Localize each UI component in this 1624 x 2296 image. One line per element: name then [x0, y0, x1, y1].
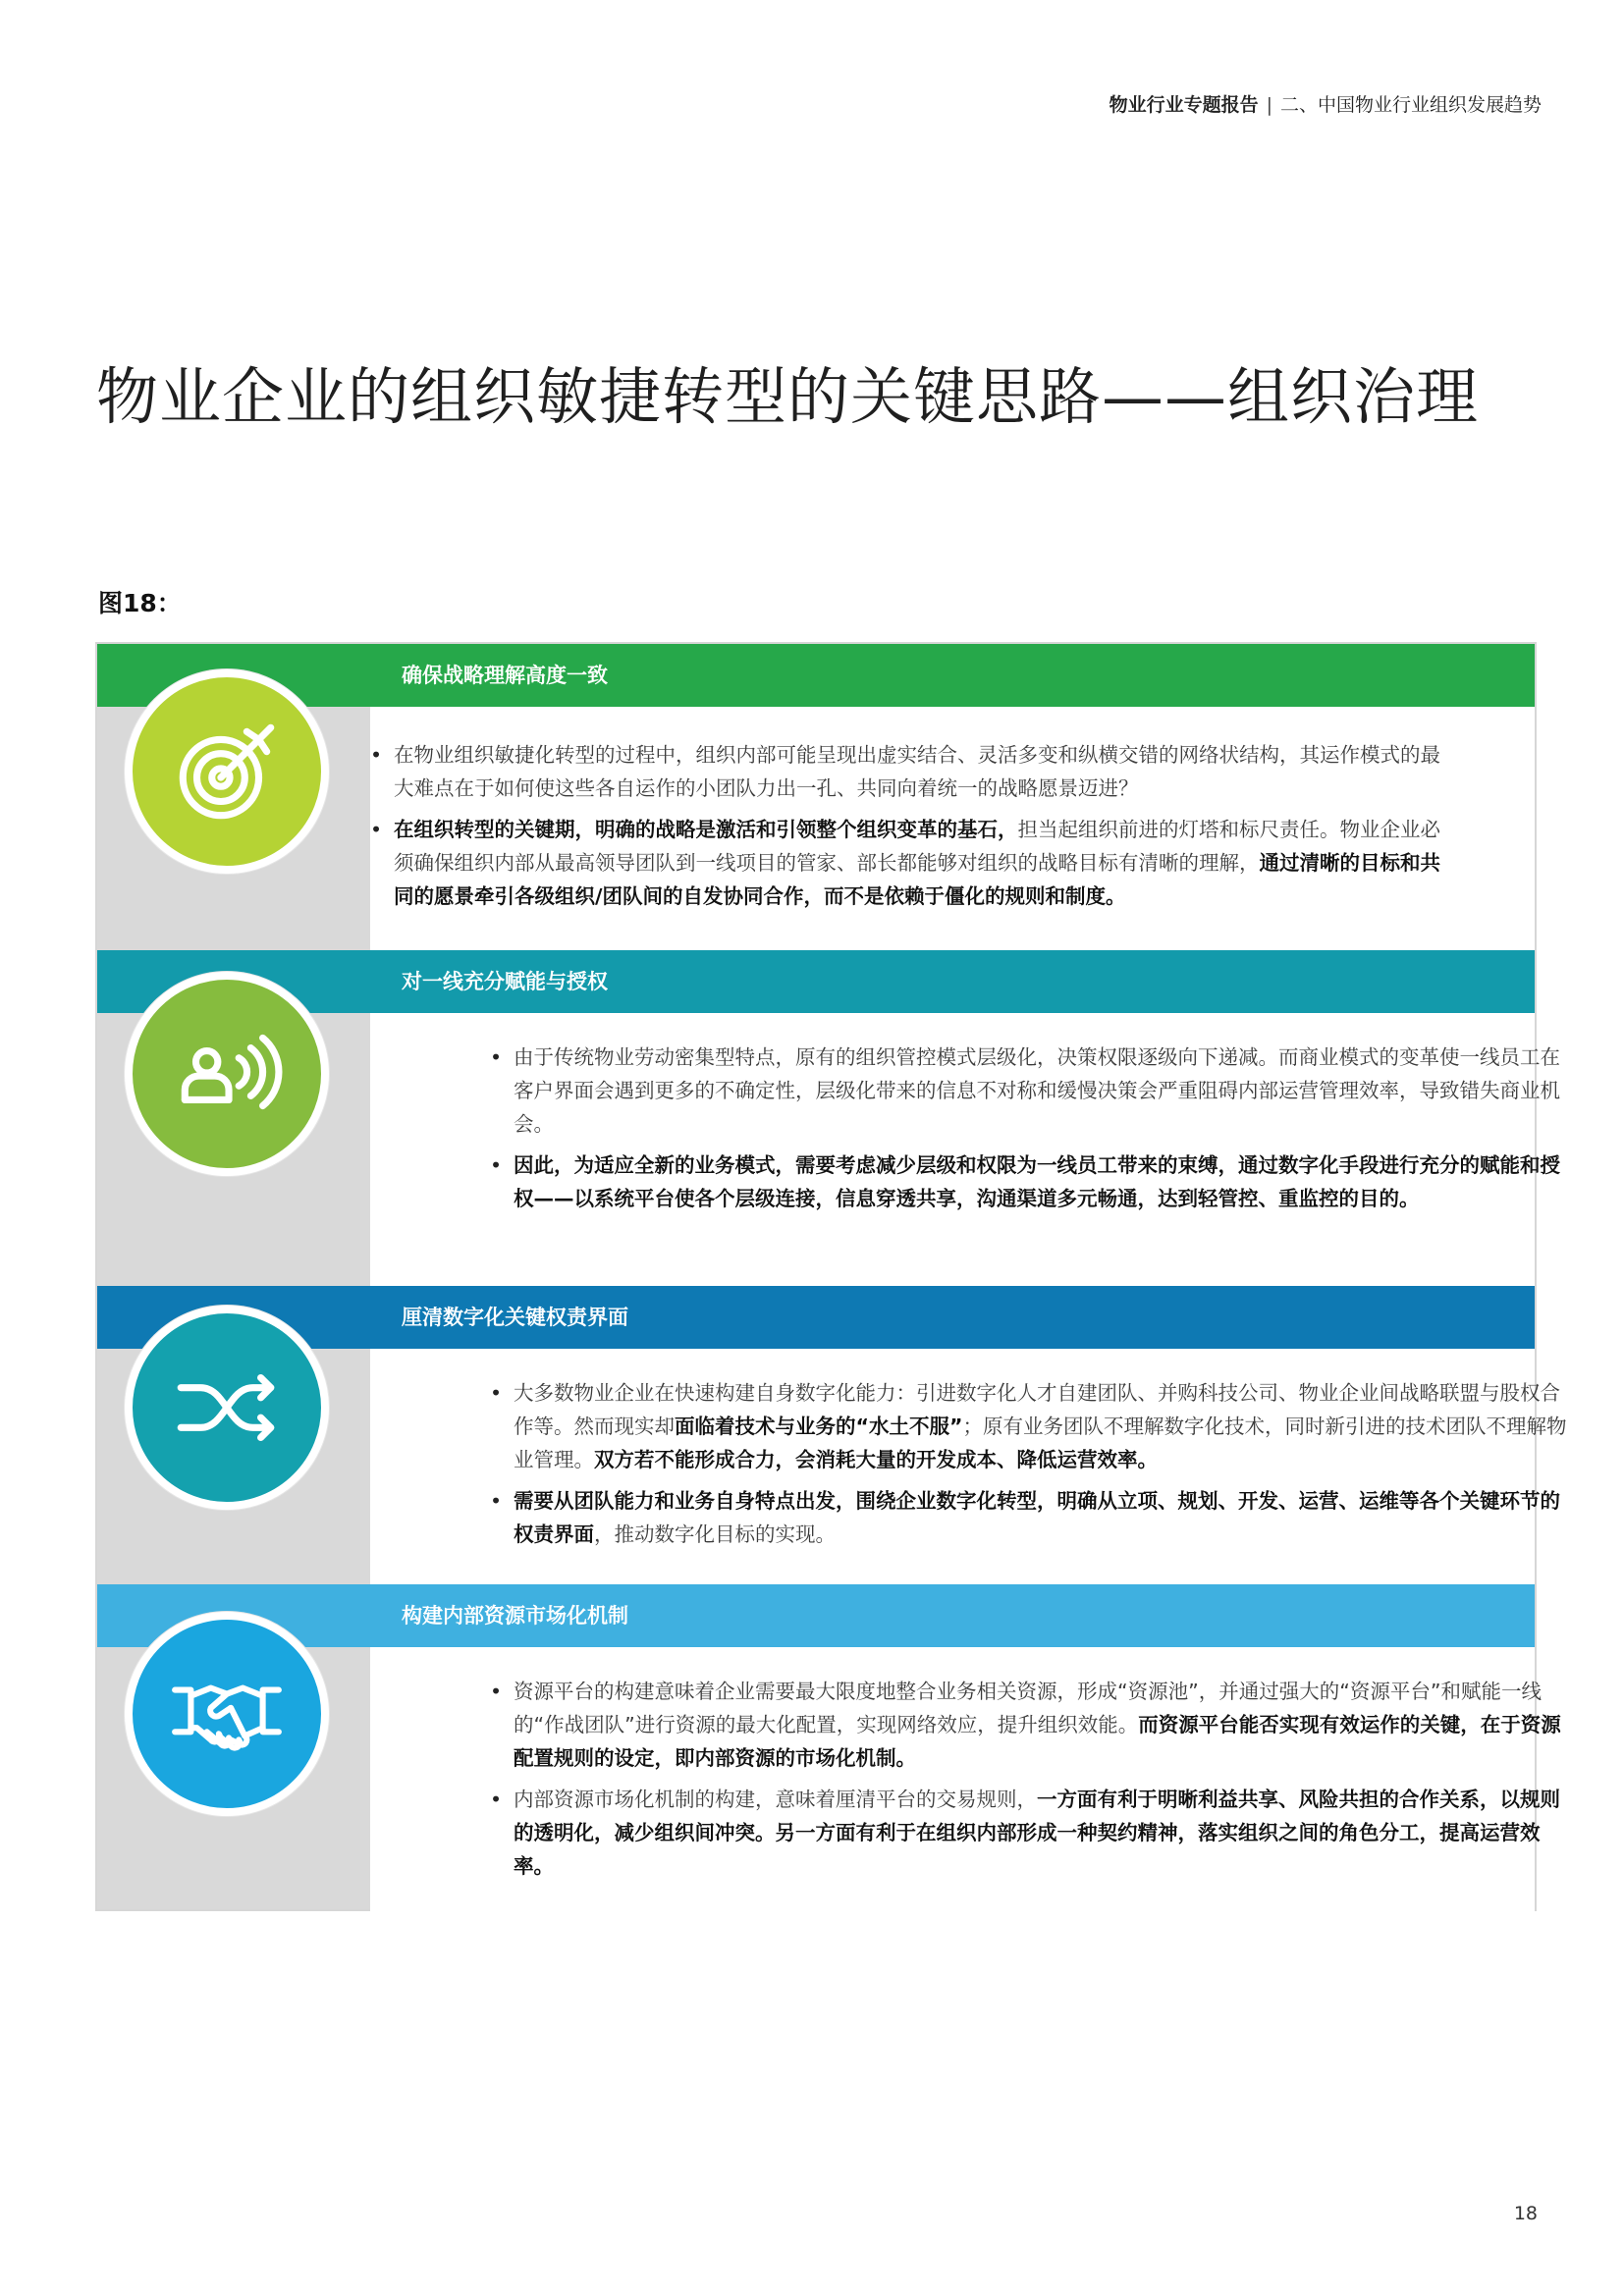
bullet-text-bold: 而资源平台能否实现有效运作的关键，在于资源配置规则的设定，即内部资源的市场化机制。: [514, 1713, 1561, 1770]
bullet-item: [370, 813, 1456, 913]
section-digital-responsibility: [97, 1286, 1567, 1584]
bullet-text-bold: 一方面有利于明晰利益共享、风险共担的合作关系，以规则的透明化，减少组织间冲突。另一方面有利于在组织内部形成一种契约精神，落实组织之间的角色分工，提高运营效率。: [514, 1788, 1560, 1878]
section-header-bar: [97, 950, 1535, 1013]
bullet-item: [490, 1376, 1576, 1476]
section-empowerment: [97, 950, 1560, 1286]
bullet-text: 在物业组织敏捷化转型的过程中，组织内部可能呈现出虚实结合、灵活多变和纵横交错的网络状结构，其运作模式的最大难点在于如何使这些各自运作的小团队力出一孔、共同向着统一的战略愿景迈进？: [394, 743, 1440, 800]
bullet-item: [370, 738, 1456, 805]
section-title: 确保战略理解高度一致: [402, 664, 608, 687]
bullet-text-bold: 双方若不能形成合力，会消耗大量的开发成本、降低运营效率。: [594, 1448, 1158, 1471]
section-content: [370, 1349, 1567, 1584]
bullet-text-bold: 需要从团队能力和业务自身特点出发，围绕企业数字化转型，明确从立项、规划、开发、运营、运维等各个关键环节的权责界面: [514, 1489, 1560, 1546]
handshake-icon: [125, 1612, 329, 1816]
bullet-text-bold: 在组织转型的关键期，明确的战略是激活和引领整个组织变革的基石，: [394, 818, 1018, 841]
bullet-text-bold: 面临着技术与业务的“水土不服”: [675, 1415, 963, 1438]
section-content: [370, 707, 1535, 950]
bullet-text: 担当起组织前进的灯塔和标尺责任。物业企业必须确保组织内部从最高领导团队到一线项目的管家、部长都能够对组织的战略目标有清晰的理解，: [394, 818, 1440, 875]
bullet-item: [490, 1148, 1576, 1215]
bullet-list: [370, 738, 1456, 921]
target-icon: [125, 669, 329, 874]
section-header-bar: [97, 644, 1535, 707]
bullet-text: 内部资源市场化机制的构建，意味着厘清平台的交易规则，: [514, 1788, 1037, 1811]
section-title: 对一线充分赋能与授权: [402, 970, 608, 993]
section-header-bar: [97, 1286, 1535, 1349]
bullet-list: [490, 1376, 1576, 1559]
bullet-list: [490, 1041, 1576, 1223]
section-header-bar: [97, 1584, 1535, 1647]
report-name: 物业行业专题报告: [1109, 94, 1259, 116]
bullet-item: [490, 1675, 1576, 1775]
bullet-text: 大多数物业企业在快速构建自身数字化能力：引进数字化人才自建团队、并购科技公司、物业企业间战略联盟与股权合作等。然而现实却: [514, 1381, 1560, 1438]
page-title: 物业企业的组织敏捷转型的关键思路——组织治理: [96, 361, 1479, 433]
figure-label: 图18：: [98, 589, 182, 617]
bullet-text-bold: 因此，为适应全新的业务模式，需要考虑减少层级和权限为一线员工带来的束缚，通过数字化手段进行充分的赋能和授权——以系统平台使各个层级连接，信息穿透共享，沟通渠道多元畅通，达到轻管控、重监控的目的。: [514, 1153, 1560, 1210]
section-resource-market: [97, 1584, 1561, 1911]
figure-18: [95, 642, 1567, 1911]
section-content: [370, 1013, 1560, 1286]
bullet-list: [490, 1675, 1576, 1891]
bullet-text: ，推动数字化目标的实现。: [594, 1522, 836, 1546]
bullet-text-bold: 通过清晰的目标和共同的愿景牵引各级组织/团队间的自发协同合作，而不是依赖于僵化的规则和制度。: [394, 851, 1440, 908]
bullet-item: [490, 1041, 1576, 1141]
page-number: 18: [1513, 2203, 1538, 2224]
bullet-text: 由于传统物业劳动密集型特点，原有的组织管控模式层级化，决策权限逐级向下递减。而商业模式的变革使一线员工在客户界面会遇到更多的不确定性，层级化带来的信息不对称和缓慢决策会严重阻碍内部运营管理效率，导致错失商业机会。: [514, 1045, 1560, 1136]
section-name: 二、中国物业行业组织发展趋势: [1279, 94, 1542, 116]
bullet-item: [490, 1783, 1576, 1883]
bullet-text: ；原有业务团队不理解数字化技术，同时新引进的技术团队不理解物业管理。: [514, 1415, 1567, 1471]
shuffle-icon: [125, 1306, 329, 1510]
bullet-item: [490, 1484, 1576, 1551]
section-title: 构建内部资源市场化机制: [402, 1604, 628, 1628]
header-separator: |: [1266, 94, 1272, 116]
running-header: [1110, 90, 1542, 117]
bullet-text: 资源平台的构建意味着企业需要最大限度地整合业务相关资源，形成“资源池”，并通过强大的“资源平台”和赋能一线的“作战团队”进行资源的最大化配置，实现网络效应，提升组织效能。: [514, 1680, 1542, 1736]
person-signal-icon: [125, 972, 329, 1176]
section-content: [370, 1647, 1561, 1911]
section-title: 厘清数字化关键权责界面: [402, 1306, 628, 1329]
section-strategy: [97, 644, 1535, 950]
